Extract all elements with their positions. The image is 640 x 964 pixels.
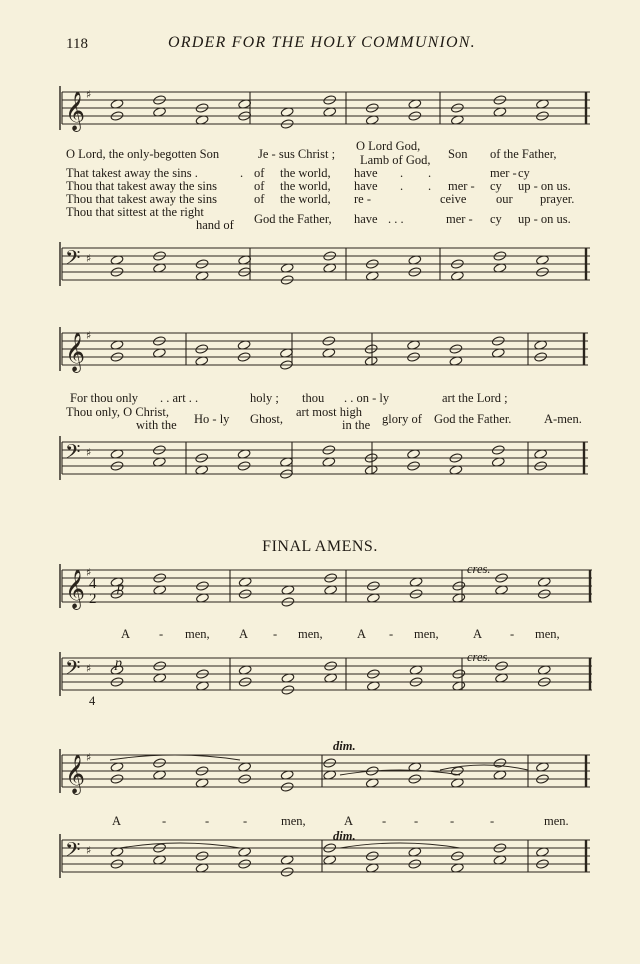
lyric: our — [496, 192, 513, 206]
lyric: That takest away the sins . — [66, 166, 198, 180]
lyric: - — [162, 814, 167, 828]
lyric: in the — [342, 418, 371, 432]
lyric: Son — [448, 147, 468, 161]
bass-clef: 𝄢 — [65, 440, 81, 468]
lyric: the world, — [280, 166, 331, 180]
dynamic-p: p — [117, 580, 124, 595]
sharp: ♯ — [86, 751, 92, 764]
treble-clef: 𝄞 — [65, 754, 86, 794]
section-title: FINAL AMENS. — [262, 538, 378, 555]
lyric: have — [354, 166, 378, 180]
lyric: Lamb of God, — [360, 153, 431, 167]
lyric: of — [254, 179, 265, 193]
sharp: ♯ — [86, 446, 92, 459]
lyric: God the Father, — [254, 212, 332, 226]
lyric: the world, — [280, 179, 331, 193]
lyric: A — [344, 814, 354, 828]
lyric: - — [450, 814, 455, 828]
lyric: A — [357, 627, 367, 641]
lyric: A-men. — [544, 412, 582, 426]
lyric: - — [205, 814, 210, 828]
lyric: of the Father, — [490, 147, 557, 161]
lyric: Thou that sittest at the right — [66, 205, 204, 219]
sharp: ♯ — [86, 566, 92, 579]
lyric: have — [354, 212, 378, 226]
lyric: re - — [354, 192, 371, 206]
lyric: men, — [298, 627, 323, 641]
lyric: cy — [490, 179, 502, 193]
lyric: O Lord, the only-begotten Son — [66, 147, 220, 161]
time-signature-top: 4 — [89, 576, 97, 592]
lyric: men, — [535, 627, 560, 641]
time-signature-top: 4 — [89, 694, 96, 708]
dynamic-cres: cres. — [467, 650, 491, 664]
lyric: . . art . . — [160, 391, 199, 405]
lyric: Je - sus Christ ; — [258, 147, 336, 161]
lyric: have — [354, 179, 378, 193]
lyric: cy — [518, 166, 530, 180]
lyric: mer - — [490, 166, 517, 180]
lyric: mer - — [448, 179, 475, 193]
treble-clef: 𝄞 — [65, 332, 86, 372]
lyric: art the Lord ; — [442, 391, 508, 405]
lyric: . — [240, 166, 244, 180]
page-title: ORDER FOR THE HOLY COMMUNION. — [168, 34, 476, 51]
lyric: . — [428, 166, 432, 180]
lyric: A — [121, 627, 131, 641]
sharp: ♯ — [86, 329, 92, 342]
lyric: . — [428, 179, 432, 193]
lyric: - — [382, 814, 387, 828]
slur — [120, 843, 240, 848]
lyric: - — [490, 814, 495, 828]
lyric: men. — [544, 814, 569, 828]
sharp: ♯ — [86, 88, 92, 101]
lyric: men, — [414, 627, 439, 641]
lyric: A — [112, 814, 122, 828]
slurs — [110, 755, 528, 848]
lyric: Thou only, O Christ, — [66, 405, 170, 419]
lyric: men, — [185, 627, 210, 641]
dynamic-dim: dim. — [333, 739, 356, 753]
lyric: - — [273, 627, 278, 641]
lyric: - — [243, 814, 248, 828]
lyric: of — [254, 192, 265, 206]
slur — [110, 755, 240, 760]
lyric: . . on - ly — [344, 391, 390, 405]
lyric: the world, — [280, 192, 331, 206]
lyric: cy — [490, 212, 502, 226]
lyric: . . . — [388, 212, 404, 226]
lyric: with the — [136, 418, 177, 432]
lyric: . — [400, 179, 404, 193]
page-number: 118 — [66, 36, 88, 52]
dynamic-cres: cres. — [467, 562, 491, 576]
lyric: Ho - ly — [194, 412, 230, 426]
lyric: prayer. — [540, 192, 575, 206]
lyric: O Lord God, — [356, 139, 421, 153]
lyric: Thou that takest away the sins — [66, 179, 218, 193]
dynamic-dim: dim. — [333, 829, 356, 843]
bass-clef: 𝄢 — [65, 246, 81, 274]
bass-clef: 𝄢 — [65, 656, 81, 684]
lyric: Ghost, — [250, 412, 283, 426]
lyric: For thou only — [70, 391, 139, 405]
lyric: - — [389, 627, 394, 641]
lyric: - — [510, 627, 515, 641]
time-signature-bottom: 2 — [89, 591, 97, 607]
lyric: thou — [302, 391, 325, 405]
dynamic-p: p — [115, 656, 122, 671]
sharp: ♯ — [86, 844, 92, 857]
sharp: ♯ — [86, 252, 92, 265]
lyric: - — [159, 627, 164, 641]
lyric: holy ; — [250, 391, 279, 405]
lyric: . — [400, 166, 404, 180]
lyric: of — [254, 166, 265, 180]
lyric: Thou that takest away the sins — [66, 192, 218, 206]
lyric: glory of — [382, 412, 422, 426]
lyric: A — [239, 627, 249, 641]
lyric: up - on us. — [518, 212, 571, 226]
treble-clef: 𝄞 — [65, 91, 86, 131]
lyric: mer - — [446, 212, 473, 226]
lyric: men, — [281, 814, 306, 828]
lyric: God the Father. — [434, 412, 512, 426]
lyric: art most high — [296, 405, 362, 419]
lyric: A — [473, 627, 483, 641]
bass-clef: 𝄢 — [65, 838, 81, 866]
lyric: hand of — [196, 218, 234, 232]
lyric: up - on us. — [518, 179, 571, 193]
treble-clef: 𝄞 — [65, 569, 86, 609]
lyric: ceive — [440, 192, 467, 206]
lyric: - — [414, 814, 419, 828]
sharp: ♯ — [86, 662, 92, 675]
slur — [340, 843, 460, 848]
